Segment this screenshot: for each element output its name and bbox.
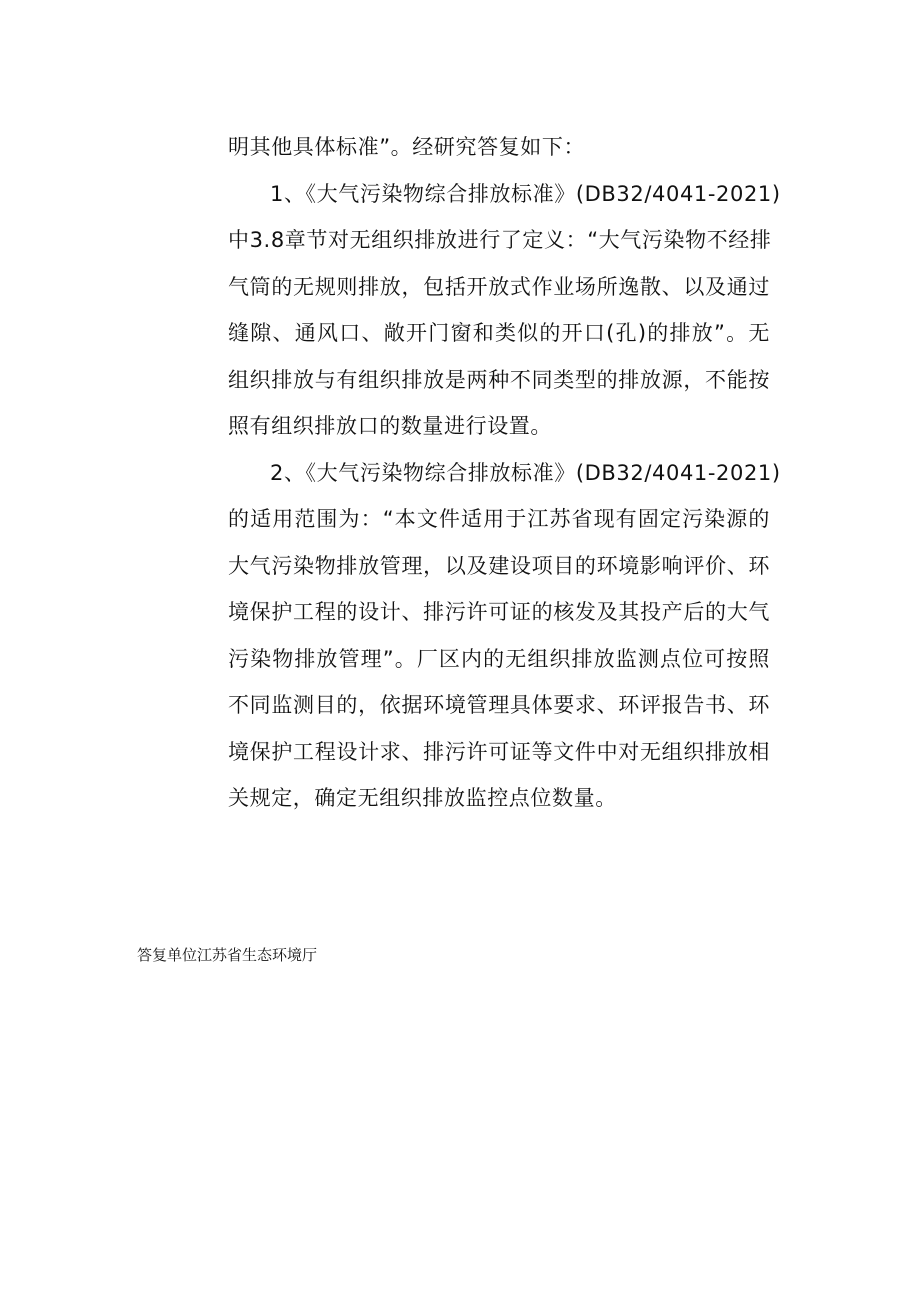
text-line: 大气污染物排放管理，以及建设项目的环境影响评价、环 (228, 553, 770, 578)
text-line: 污染物排放管理”。厂区内的无组织排放监测点位可按照 (228, 646, 770, 671)
text-line: 气筒的无规则排放，包括开放式作业场所逸散、以及通过 (228, 274, 770, 299)
reply-body (228, 124, 781, 822)
reply-unit-footer: 答复单位江苏省生态环境厅 (137, 946, 318, 964)
text-line: 境保护工程的设计、排污许可证的核发及其投产后的大气 (228, 600, 770, 624)
text-line: 缝隙、通风口、敞开门窗和类似的开口(孔)的排放”。无 (228, 321, 770, 345)
text-line: 照有组织排放口的数量进行设置。 (228, 414, 552, 438)
item-1-heading: 1、《大气污染物综合排放标准》(DB32/4041-2021) (270, 181, 781, 206)
text-line: 不同监测目的，依据环境管理具体要求、环评报告书、环 (228, 693, 770, 717)
text-line (228, 450, 781, 497)
text-line: 组织排放与有组织排放是两种不同类型的排放源，不能按 (228, 367, 770, 392)
text-line: 明其他具体标准”。经研究答复如下： (228, 135, 586, 159)
text-line (228, 171, 781, 218)
text-line: 关规定，确定无组织排放监控点位数量。 (228, 786, 617, 810)
text-line: 境保护工程设计求、排污许可证等文件中对无组织排放相 (228, 739, 770, 764)
text-line: 的适用范围为：“本文件适用于江苏省现有固定污染源的 (228, 507, 770, 531)
text-line: 中3.8章节对无组织排放进行了定义：“大气污染物不经排 (228, 228, 772, 252)
item-2-heading: 2、《大气污染物综合排放标准》(DB32/4041-2021) (270, 460, 781, 485)
